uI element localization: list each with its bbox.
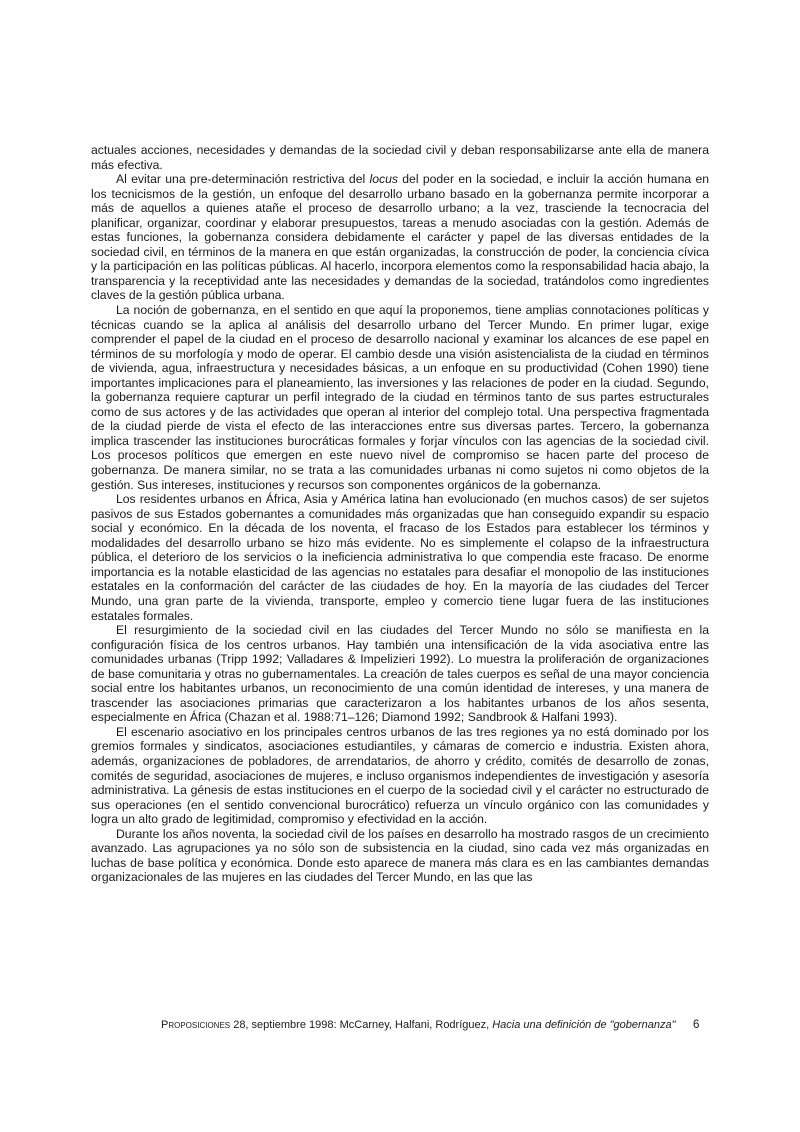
paragraph [91,827,709,885]
paragraph-text: Al evitar una pre-determinación restrictiva del [116,172,370,187]
paragraph [91,725,709,827]
paragraph-text: El escenario asociativo en los principales centros urbanos de las tres regiones ya no está dominado por los gremios formales y sindicatos, asociaciones estudiantiles, y cámaras de comercio e industria. Existen ahora, además, organizaciones de pobladores, de arrendatarios, de ahorro y crédito, comités de desarrollo de zonas, comités de seguridad, asociaciones de mujeres, e incluso organismos independientes de investigación y asesoría administrativa. La génesis de estas instituciones en el cuerpo de la sociedad civil y el carácter no estructurado de sus operaciones (en el sentido convencional burocrático) refuerza un vínculo orgánico con las comunidades y logra un alto grado de legitimidad, compromiso y efectividad en la acción. [91,724,709,827]
paragraph-text: La noción de gobernanza, en el sentido en que aquí la proponemos, tiene amplias connotaciones políticas y técnicas cuando se la aplica al análisis del desarrollo urbano del Tercer Mundo. En primer lugar, exige comprender el papel de la ciudad en el proceso de desarrollo nacional y examinar los alcances de ese papel en términos de su morfología y modo de operar. El cambio desde una visión asistencialista de la ciudad en términos de vivienda, agua, infraestructura y necesidades básicas, a un enfoque en su productividad (Cohen 1990) tiene importantes implicaciones para el planeamiento, las inversiones y las relaciones de poder en la ciudad. Segundo, la gobernanza requiere capturar un perfil integrado de la ciudad en términos tanto de sus partes estructurales como de sus actores y de las actividades que operan al interior del complejo total. Una perspectiva fragmentada de la ciudad pierde de vista el efecto de las interacciones entre sus diversas partes. Tercero, la gobernanza implica trascender las instituciones burocráticas formales y forjar vínculos con las agencias de la sociedad civil. Los procesos políticos que emergen en este nuevo nivel de compromiso se hacen parte del proceso de gobernanza. De manera similar, no se trata a las comunidades urbanas ni como sujetos ni como objetos de la gestión. Sus intereses, instituciones y recursos son componentes orgánicos de la gobernanza. [91,303,709,492]
paragraph [91,172,709,303]
paragraph-text: del poder en la sociedad, e incluir la acción humana en los tecnicismos de la gestión, un enfoque del desarrollo urbano basado en la gobernanza permite incorporar a más de aquellos a quienes atañe el proceso de desarrollo urbano; a la vez, trasciende la tecnocracia del planificar, organizar, coordinar y elaborar presupuestos, tareas a menudo asociadas con la gestión. Además de estas funciones, la gobernanza considera debidamente el carácter y papel de las diversas entidades de la sociedad civil, en términos de la manera en que están organizadas, la construcción de poder, la conciencia cívica y la participación en las políticas públicas. Al hacerlo, incorpora elementos como la responsabilidad hacia abajo, la transparencia y la receptividad ante las necesidades y demandas de la sociedad, tratándolos como ingredientes claves de la gestión pública urbana. [91,172,709,303]
page-number: 6 [693,1019,700,1031]
paragraph-text: actuales acciones, necesidades y demandas de la sociedad civil y deban responsabilizarse ante ella de manera más efectiva. [91,143,709,172]
footer-journal-name: Proposiciones [161,1019,231,1031]
paragraph-text: Los residentes urbanos en África, Asia y América latina han evolucionado (en muchos casos) de ser sujetos pasivos de sus Estados gobernantes a comunidades más organizadas que han conseguido expandir su espacio social y económico. En la década de los noventa, el fracaso de los Estados para establecer los términos y modalidades del desarrollo urbano se hizo más evidente. No es simplemente el colapso de la infraestructura pública, el deterioro de los servicios o la ineficiencia administrativa lo que compendia este fracaso. De enorme importancia es la notable elasticidad de las agencias no estatales para desafiar el monopolio de las instituciones estatales en la conformación del carácter de las ciudades de hoy. En la mayoría de las ciudades del Tercer Mundo, una gran parte de la vivienda, transporte, empleo y comercio tiene lugar fuera de las instituciones estatales formales. [91,492,709,623]
body-text [91,143,709,885]
footer-article-title: Hacia una definición de "gobernanza" [492,1019,676,1031]
paragraph-text: El resurgimiento de la sociedad civil en las ciudades del Tercer Mundo no sólo se manifiesta en la configuración física de los centros urbanos. Hay también una intensificación de la vida asociativa entre las comunidades urbanas (Tripp 1992; Valladares & Impelizieri 1992). Lo muestra la proliferación de organizaciones de base comunitaria y otras no gubernamentales. La creación de tales cuerpos es señal de una mayor conciencia social entre los habitantes urbanos, un reconocimiento de una común identidad de intereses, y una manera de trascender las asociaciones primarias que caracterizaron a los habitantes urbanos de los años sesenta, especialmente en África (Chazan et al. 1988:71–126; Diamond 1992; Sandbrook & Halfani 1993). [91,623,709,725]
paragraph [91,623,709,725]
paragraph-text: Durante los años noventa, la sociedad civil de los países en desarrollo ha mostrado rasgos de un crecimiento avanzado. Las agrupaciones ya no sólo son de subsistencia en la ciudad, sino cada vez más organizadas en luchas de base política y económica. Donde esto aparece de manera más clara es en las cambiantes demandas organizacionales de las mujeres en las ciudades del Tercer Mundo, en las que las [91,826,709,885]
italic-term: locus [369,172,398,187]
paragraph [91,492,709,623]
paragraph [91,143,709,172]
footer-citation-details: 28, septiembre 1998: McCarney, Halfani, Rodríguez, [230,1019,493,1031]
paragraph [91,303,709,492]
footer-citation [161,1019,676,1032]
